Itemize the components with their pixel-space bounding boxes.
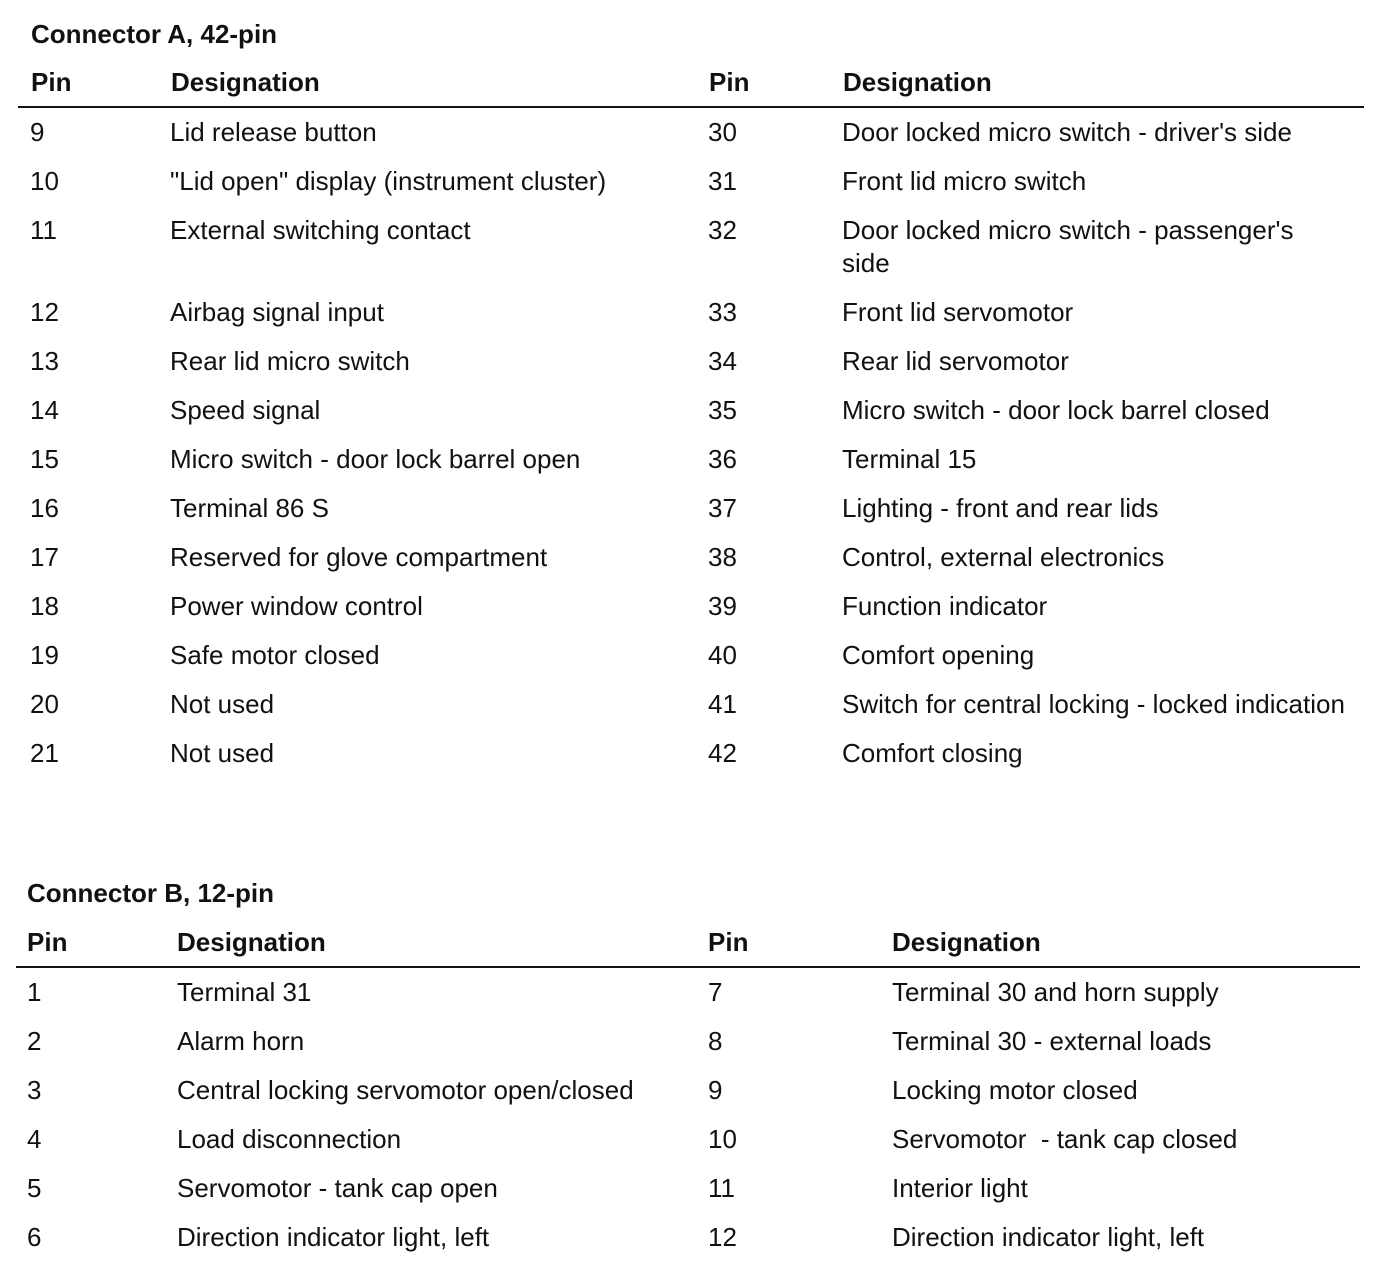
pin-designation: Power window control bbox=[170, 591, 423, 621]
table-row bbox=[0, 1221, 1392, 1270]
pin-number: 32 bbox=[708, 215, 737, 245]
connector-a-header-designation-right: Designation bbox=[843, 67, 992, 97]
pin-designation: Terminal 30 and horn supply bbox=[892, 977, 1219, 1007]
pin-designation: Central locking servomotor open/closed bbox=[177, 1075, 634, 1105]
pin-number: 3 bbox=[27, 1075, 42, 1105]
pin-designation: Servomotor - tank cap open bbox=[177, 1173, 498, 1203]
table-row bbox=[0, 1123, 1392, 1172]
table-row bbox=[0, 1172, 1392, 1221]
pin-designation: Alarm horn bbox=[177, 1026, 305, 1056]
pin-number: 17 bbox=[30, 542, 59, 572]
pin-number: 39 bbox=[708, 591, 737, 621]
pin-number: 5 bbox=[27, 1173, 42, 1203]
pin-designation: Terminal 15 bbox=[842, 444, 977, 474]
pin-designation: Load disconnection bbox=[177, 1124, 402, 1154]
table-row bbox=[0, 976, 1392, 1025]
table-row bbox=[0, 1074, 1392, 1123]
pin-designation: Not used bbox=[170, 689, 275, 719]
pin-designation: External switching contact bbox=[170, 215, 471, 245]
pin-number: 9 bbox=[30, 117, 45, 147]
pin-designation: Terminal 30 - external loads bbox=[892, 1026, 1212, 1056]
pin-designation: Speed signal bbox=[170, 395, 321, 425]
pin-designation: Lid release button bbox=[170, 117, 377, 147]
connector-b-table-body bbox=[0, 976, 1392, 1270]
pin-number: 41 bbox=[708, 689, 737, 719]
pin-number: 4 bbox=[27, 1124, 42, 1154]
connector-b-header-pin-right: Pin bbox=[708, 927, 749, 957]
pin-number: 21 bbox=[30, 738, 59, 768]
pin-designation: Rear lid servomotor bbox=[842, 346, 1069, 376]
pin-designation: Terminal 31 bbox=[177, 977, 312, 1007]
pin-number: 42 bbox=[708, 738, 737, 768]
table-row bbox=[0, 590, 1392, 639]
pin-number: 40 bbox=[708, 640, 737, 670]
pin-designation: Front lid micro switch bbox=[842, 166, 1087, 196]
pin-designation: "Lid open" display (instrument cluster) bbox=[170, 166, 607, 196]
pin-designation: Door locked micro switch - passenger's side bbox=[842, 215, 1294, 278]
pin-number: 35 bbox=[708, 395, 737, 425]
connector-b-title: Connector B, 12-pin bbox=[27, 878, 275, 908]
pin-number: 6 bbox=[27, 1222, 42, 1252]
table-row bbox=[0, 492, 1392, 541]
pin-designation: Rear lid micro switch bbox=[170, 346, 410, 376]
connector-b-header-designation-left: Designation bbox=[177, 927, 326, 957]
pin-number: 12 bbox=[30, 297, 59, 327]
pin-number: 34 bbox=[708, 346, 737, 376]
pin-number: 10 bbox=[708, 1124, 737, 1154]
connector-a-table-body bbox=[0, 116, 1392, 786]
pin-designation: Not used bbox=[170, 738, 275, 768]
pin-designation: Lighting - front and rear lids bbox=[842, 493, 1159, 523]
table-row bbox=[0, 737, 1392, 786]
pin-number: 16 bbox=[30, 493, 59, 523]
connector-b-header-designation-right: Designation bbox=[892, 927, 1041, 957]
pin-designation: Servomotor - tank cap closed bbox=[892, 1124, 1238, 1154]
pin-number: 14 bbox=[30, 395, 59, 425]
table-row bbox=[0, 214, 1392, 296]
pin-number: 2 bbox=[27, 1026, 42, 1056]
pin-designation: Switch for central locking - locked indication bbox=[842, 689, 1345, 719]
pin-number: 18 bbox=[30, 591, 59, 621]
connector-a-header-rule bbox=[18, 106, 1364, 108]
pin-number: 36 bbox=[708, 444, 737, 474]
pin-designation: Function indicator bbox=[842, 591, 1048, 621]
connector-a-header-pin-left: Pin bbox=[31, 67, 72, 97]
pin-designation: Direction indicator light, left bbox=[892, 1222, 1205, 1252]
pin-number: 15 bbox=[30, 444, 59, 474]
pin-designation: Airbag signal input bbox=[170, 297, 384, 327]
pin-designation: Reserved for glove compartment bbox=[170, 542, 548, 572]
table-row bbox=[0, 443, 1392, 492]
table-row bbox=[0, 1025, 1392, 1074]
table-row bbox=[0, 394, 1392, 443]
pin-number: 38 bbox=[708, 542, 737, 572]
pin-designation: Micro switch - door lock barrel open bbox=[170, 444, 581, 474]
pin-designation: Micro switch - door lock barrel closed bbox=[842, 395, 1270, 425]
pin-number: 13 bbox=[30, 346, 59, 376]
pin-number: 33 bbox=[708, 297, 737, 327]
connector-a-title: Connector A, 42-pin bbox=[31, 19, 278, 49]
connector-a-header-designation-left: Designation bbox=[171, 67, 320, 97]
table-row bbox=[0, 296, 1392, 345]
table-row bbox=[0, 639, 1392, 688]
pin-number: 20 bbox=[30, 689, 59, 719]
pin-number: 31 bbox=[708, 166, 737, 196]
pin-designation: Direction indicator light, left bbox=[177, 1222, 490, 1252]
connector-b-header-rule bbox=[16, 966, 1360, 968]
connector-a-header-pin-right: Pin bbox=[709, 67, 750, 97]
pin-number: 8 bbox=[708, 1026, 723, 1056]
pin-designation: Front lid servomotor bbox=[842, 297, 1074, 327]
pin-number: 1 bbox=[27, 977, 42, 1007]
table-row bbox=[0, 688, 1392, 737]
pin-number: 10 bbox=[30, 166, 59, 196]
pin-number: 12 bbox=[708, 1222, 737, 1252]
pin-designation: Door locked micro switch - driver's side bbox=[842, 117, 1292, 147]
pin-designation: Safe motor closed bbox=[170, 640, 380, 670]
pin-number: 19 bbox=[30, 640, 59, 670]
pin-designation: Control, external electronics bbox=[842, 542, 1165, 572]
table-row bbox=[0, 116, 1392, 165]
pin-number: 7 bbox=[708, 977, 723, 1007]
connector-b-header-pin-left: Pin bbox=[27, 927, 68, 957]
pin-designation: Comfort opening bbox=[842, 640, 1035, 670]
pin-designation: Comfort closing bbox=[842, 738, 1023, 768]
pin-number: 30 bbox=[708, 117, 737, 147]
table-row bbox=[0, 345, 1392, 394]
pin-number: 11 bbox=[30, 215, 57, 245]
pin-number: 11 bbox=[708, 1173, 735, 1203]
table-row bbox=[0, 541, 1392, 590]
pin-designation: Locking motor closed bbox=[892, 1075, 1138, 1105]
pin-number: 37 bbox=[708, 493, 737, 523]
table-row bbox=[0, 165, 1392, 214]
pin-designation: Interior light bbox=[892, 1173, 1028, 1203]
pin-designation: Terminal 86 S bbox=[170, 493, 329, 523]
pin-number: 9 bbox=[708, 1075, 723, 1105]
